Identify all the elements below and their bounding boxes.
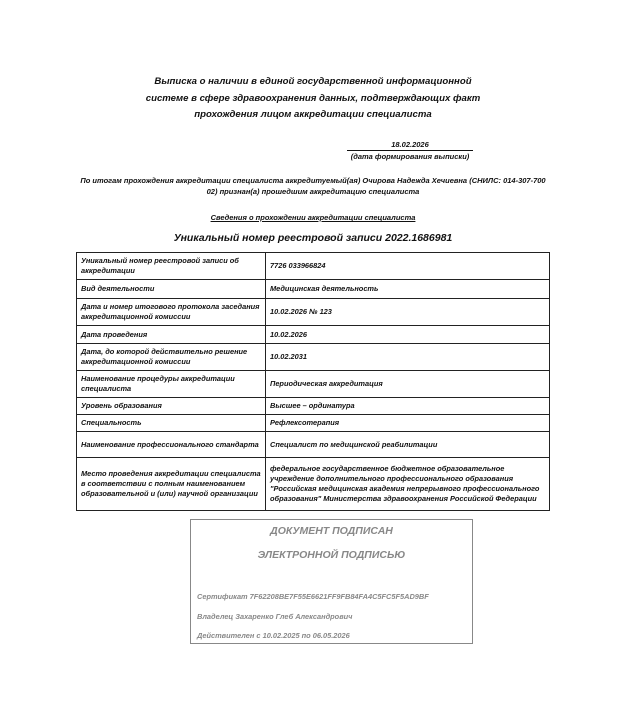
table-row [77, 371, 550, 398]
title-line: Выписка о наличии в единой государственной информационной [154, 76, 472, 87]
issue-date-block [347, 140, 473, 161]
table-row [77, 415, 550, 432]
table-row [77, 280, 550, 299]
field-value: 10.02.2026 № 123 [266, 299, 550, 326]
table-row [77, 344, 550, 371]
issue-date: 18.02.2026 [347, 140, 473, 151]
validity: Действителен с 10.02.2025 по 06.05.2026 [197, 631, 350, 640]
table-row [77, 432, 550, 458]
field-value: 10.02.2026 [266, 326, 550, 344]
field-value: Специалист по медицинской реабилитации [266, 432, 550, 458]
table-row [77, 326, 550, 344]
section-heading: Сведения о прохождении аккредитации специалиста [210, 213, 416, 222]
field-value: федеральное государственное бюджетное образовательное учреждение дополнительного профессионального образования "Российская медицинская академия непрерывного профессионального образования" Министерства здравоохранения Российской Федерации [266, 458, 550, 511]
field-label: Дата проведения [77, 326, 266, 344]
document-title [60, 74, 566, 124]
field-value: Рефлексотерапия [266, 415, 550, 432]
field-label: Вид деятельности [77, 280, 266, 299]
title-line: системе в сфере здравоохранения данных, подтверждающих факт [145, 92, 481, 104]
intro-paragraph: По итогам прохождения аккредитации специалиста аккредитуемый(ая) Очирова Надежда Хечиевна (СНИЛС: 014-307-700 02) признан(а) прошедшим аккредитацию специалиста [80, 176, 546, 196]
field-label: Наименование профессионального стандарта [77, 432, 266, 458]
certificate: Сертификат 7F62208BE7F55E6621FF9FB84FA4C5FC5F5AD9BF [197, 592, 429, 601]
table-row [77, 398, 550, 415]
field-label: Дата и номер итогового протокола заседания аккредитационной комиссии [77, 299, 266, 326]
field-value: 10.02.2031 [266, 344, 550, 371]
table-row [77, 253, 550, 280]
field-label: Уникальный номер реестровой записи об аккредитации [77, 253, 266, 280]
field-value: 7726 033966824 [266, 253, 550, 280]
field-label: Наименование процедуры аккредитации специалиста [77, 371, 266, 398]
stamp-line-2: ЭЛЕКТРОННОЙ ПОДПИСЬЮ [257, 549, 406, 561]
field-label: Уровень образования [77, 398, 266, 415]
registry-number: Уникальный номер реестровой записи 2022.1686981 [173, 232, 453, 244]
table-row [77, 299, 550, 326]
issue-date-caption: (дата формирования выписки) [350, 152, 470, 161]
title-line: прохождения лицом аккредитации специалиста [194, 109, 432, 120]
field-label: Специальность [77, 415, 266, 432]
field-label: Дата, до которой действительно решение аккредитационной комиссии [77, 344, 266, 371]
accreditation-table [76, 252, 550, 511]
field-value: Периодическая аккредитация [266, 371, 550, 398]
field-value: Медицинская деятельность [266, 280, 550, 299]
field-value: Высшее – ординатура [266, 398, 550, 415]
owner: Владелец Захаренко Глеб Александрович [197, 612, 353, 621]
field-label: Место проведения аккредитации специалиста в соответствии с полным наименованием образовательной и (или) научной организации [77, 458, 266, 511]
stamp-line-1: ДОКУМЕНТ ПОДПИСАН [270, 525, 393, 537]
e-signature-stamp [190, 519, 473, 644]
table-row [77, 458, 550, 511]
